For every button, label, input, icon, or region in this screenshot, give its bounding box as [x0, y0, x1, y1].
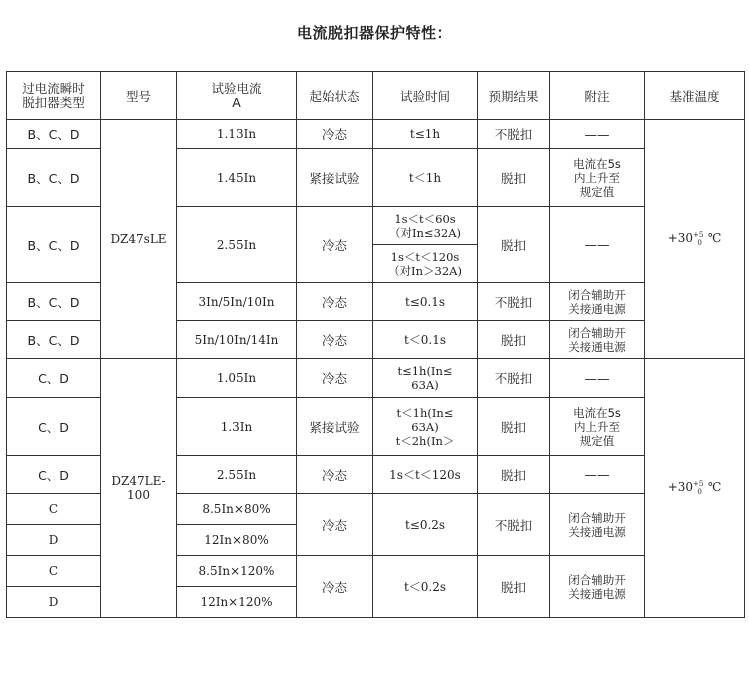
state-cell: 冷态: [297, 120, 373, 149]
current-cell: 12In×120%: [177, 587, 297, 618]
result-cell: 脱扣: [478, 149, 550, 207]
current-cell: 5In/10In/14In: [177, 321, 297, 359]
current-cell: 1.13In: [177, 120, 297, 149]
current-cell: 1.45In: [177, 149, 297, 207]
header-row: [7, 72, 745, 120]
time-cell: t＜1h: [373, 149, 478, 207]
current-cell: 3In/5In/10In: [177, 283, 297, 321]
current-cell: 1.05In: [177, 359, 297, 398]
result-cell: 不脱扣: [478, 494, 550, 556]
current-cell: 2.55In: [177, 207, 297, 283]
time-cell: t≤0.1s: [373, 283, 478, 321]
type-cell: C: [7, 556, 101, 587]
state-cell: 冷态: [297, 207, 373, 283]
result-cell: 不脱扣: [478, 359, 550, 398]
page-title: 电流脱扣器保护特性：: [296, 24, 452, 42]
note-cell: 电流在5s 内上升至 规定值: [550, 149, 645, 207]
current-cell: 8.5In×80%: [177, 494, 297, 525]
state-cell: 紧接试验: [297, 149, 373, 207]
time-cell: t＜1h(In≤ 63A) t＜2h(In＞: [373, 398, 478, 456]
header-temp: 基准温度: [645, 72, 745, 120]
protection-characteristics-table: [6, 71, 745, 618]
state-cell: 冷态: [297, 283, 373, 321]
header-result: 预期结果: [478, 72, 550, 120]
temperature-cell: $+30^{+5}_0$ ℃: [645, 120, 745, 359]
state-cell: 冷态: [297, 494, 373, 556]
time-cell: 1s＜t＜120s （对In＞32A): [373, 245, 478, 283]
current-cell: 8.5In×120%: [177, 556, 297, 587]
note-cell: ——: [550, 456, 645, 494]
result-cell: 脱扣: [478, 556, 550, 618]
note-cell: ——: [550, 207, 645, 283]
type-cell: B、C、D: [7, 207, 101, 283]
note-cell: ——: [550, 359, 645, 398]
type-cell: C、D: [7, 398, 101, 456]
header-state: 起始状态: [297, 72, 373, 120]
model-cell: DZ47sLE: [101, 120, 177, 359]
state-cell: 冷态: [297, 321, 373, 359]
state-cell: 冷态: [297, 456, 373, 494]
header-type: 过电流瞬时 脱扣器类型: [7, 72, 101, 120]
header-note: 附注: [550, 72, 645, 120]
state-cell: 紧接试验: [297, 398, 373, 456]
type-cell: C、D: [7, 456, 101, 494]
temperature-cell: $+30^{+5}_0$ ℃: [645, 359, 745, 618]
header-current: 试验电流 A: [177, 72, 297, 120]
note-cell: 闭合辅助开 关接通电源: [550, 283, 645, 321]
result-cell: 脱扣: [478, 456, 550, 494]
current-cell: 2.55In: [177, 456, 297, 494]
result-cell: 脱扣: [478, 207, 550, 283]
note-cell: 闭合辅助开 关接通电源: [550, 494, 645, 556]
result-cell: 不脱扣: [478, 283, 550, 321]
time-cell: t≤0.2s: [373, 494, 478, 556]
note-cell: 电流在5s 内上升至 规定值: [550, 398, 645, 456]
model-cell: DZ47LE- 100: [101, 359, 177, 618]
type-cell: B、C、D: [7, 120, 101, 149]
time-cell: t≤1h(In≤ 63A): [373, 359, 478, 398]
type-cell: B、C、D: [7, 321, 101, 359]
time-cell: 1s＜t＜120s: [373, 456, 478, 494]
type-cell: D: [7, 525, 101, 556]
table-row: [7, 359, 745, 398]
time-cell: t＜0.2s: [373, 556, 478, 618]
type-cell: B、C、D: [7, 283, 101, 321]
current-cell: 12In×80%: [177, 525, 297, 556]
note-cell: 闭合辅助开 关接通电源: [550, 556, 645, 618]
state-cell: 冷态: [297, 359, 373, 398]
result-cell: 脱扣: [478, 321, 550, 359]
type-cell: C: [7, 494, 101, 525]
time-cell: t≤1h: [373, 120, 478, 149]
note-cell: ——: [550, 120, 645, 149]
current-cell: 1.3In: [177, 398, 297, 456]
header-time: 试验时间: [373, 72, 478, 120]
result-cell: 不脱扣: [478, 120, 550, 149]
type-cell: D: [7, 587, 101, 618]
state-cell: 冷态: [297, 556, 373, 618]
header-model: 型号: [101, 72, 177, 120]
time-cell: t＜0.1s: [373, 321, 478, 359]
type-cell: C、D: [7, 359, 101, 398]
note-cell: 闭合辅助开 关接通电源: [550, 321, 645, 359]
result-cell: 脱扣: [478, 398, 550, 456]
time-cell: 1s＜t＜60s （对In≤32A): [373, 207, 478, 245]
table-row: [7, 120, 745, 149]
type-cell: B、C、D: [7, 149, 101, 207]
